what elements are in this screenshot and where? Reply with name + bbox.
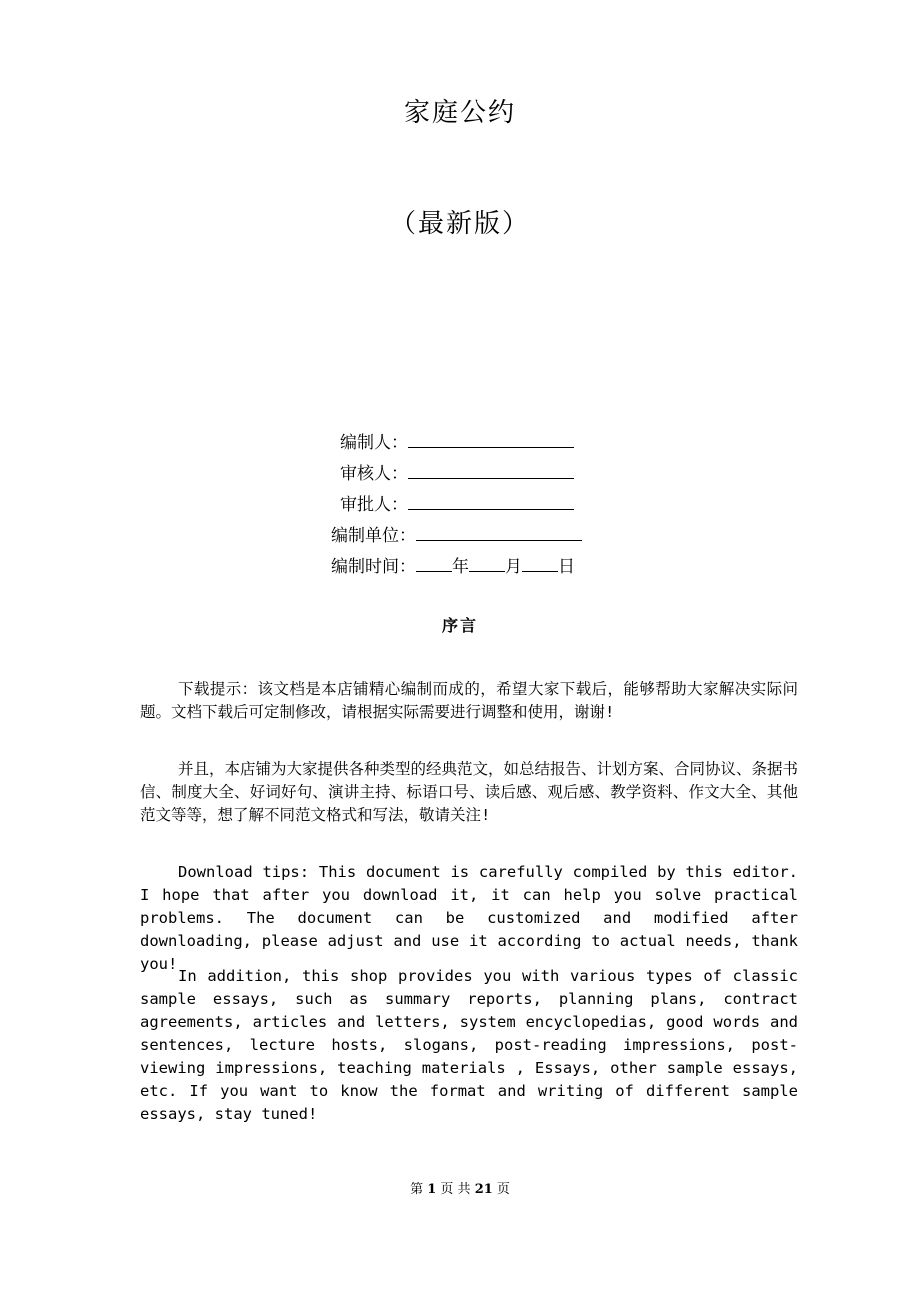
reviewer-blank [408,462,574,479]
day-label: 日 [558,557,575,577]
unit-field [331,521,582,546]
unit-blank [416,524,582,541]
total-page-count: 21 [474,1182,493,1197]
preface-heading: 序言 [441,616,478,635]
sample-essays-paragraph-en: In addition, this shop provides you with various types of classic sample essays, such as summary reports, planning plans, contract agreements, articles and letters, system encyclopedias, good words and sentences, lecture hosts, slogans, post-reading impressions, post-viewing impressions, teaching materials , Essays, other sample essays, etc. If you want to know the format and writing of different sample essays, stay tuned! [140,967,798,1123]
year-label: 年 [452,557,469,577]
download-tip-paragraph-en: Download tips: This document is carefully compiled by this editor. I hope that after you download it, it can help you solve practical problems. The document can be customized and modified after downloading, please adjust and use it according to actual needs, thank you! [140,863,798,973]
approver-label: 审批人： [340,495,408,515]
sample-essays-paragraph-cn: 并且，本店铺为大家提供各种类型的经典范文，如总结报告、计划方案、合同协议、条据书信、制度大全、好词好句、演讲主持、标语口号、读后感、观后感、教学资料、作文大全、其他范文等等，想了解不同范文格式和写法，敬请关注! [140,760,799,824]
footer-middle: 页 共 [440,1182,471,1197]
document-subtitle: （最新版） [389,209,530,239]
compiler-field [340,428,574,453]
current-page-number: 1 [427,1182,437,1197]
reviewer-label: 审核人： [340,464,408,484]
time-field [331,552,575,577]
page-footer [0,1178,920,1197]
download-tip-paragraph-cn: 下载提示：该文档是本店铺精心编制而成的，希望大家下载后，能够帮助大家解决实际问题。文档下载后可定制修改，请根据实际需要进行调整和使用，谢谢! [140,680,798,721]
approver-blank [408,493,574,510]
approver-field [340,490,574,515]
month-blank [469,555,505,572]
footer-suffix: 页 [496,1182,510,1197]
day-blank [522,555,558,572]
footer-prefix: 第 [410,1182,424,1197]
compiler-label: 编制人： [340,433,408,453]
unit-label: 编制单位： [331,526,416,546]
reviewer-field [340,459,574,484]
document-title: 家庭公约 [403,98,516,128]
time-label: 编制时间： [331,557,416,577]
compiler-blank [408,431,574,448]
year-blank [416,555,452,572]
month-label: 月 [505,557,522,577]
